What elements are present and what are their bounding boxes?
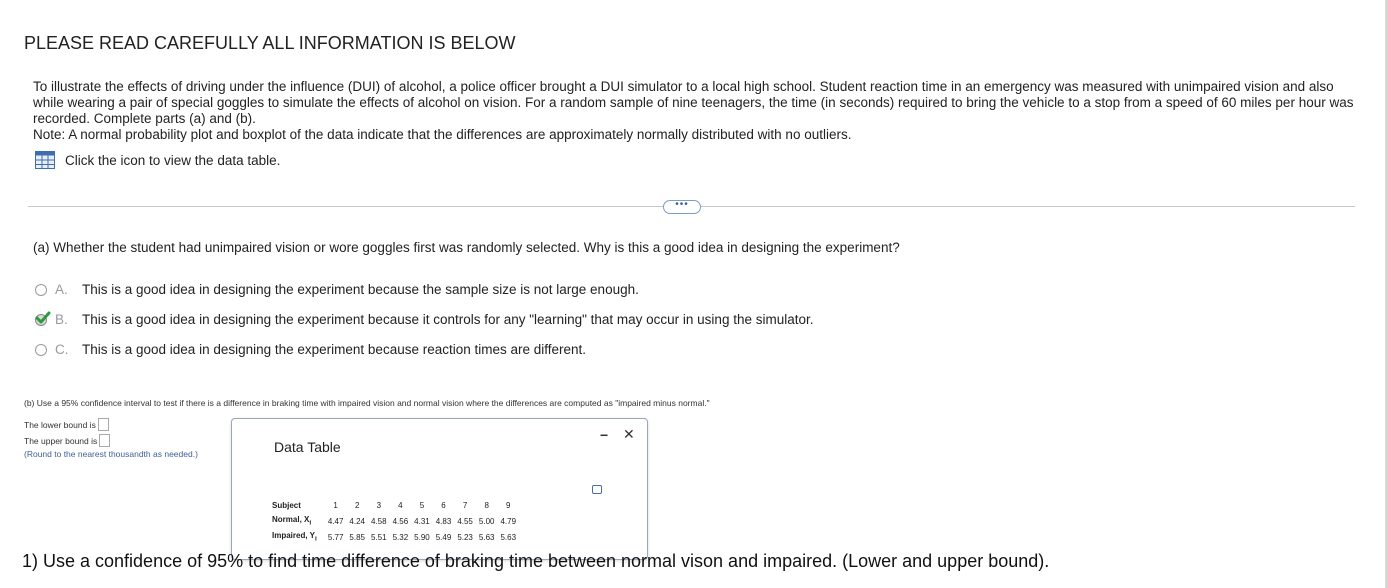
page-title: PLEASE READ CAREFULLY ALL INFORMATION IS BELOW <box>24 33 516 53</box>
impaired-header <box>270 529 325 545</box>
table-cell: 7 <box>462 500 468 510</box>
footer-question: 1) Use a confidence of 95% to find time difference of braking time between normal vison and impaired. (Lower and upper bound). <box>22 551 1050 571</box>
table-cell: 5.90 <box>414 532 430 542</box>
normal-header-label: Normal, X <box>272 515 310 525</box>
intro-paragraph: To illustrate the effects of driving under the influence (DUI) of alcohol, a police officer brought a DUI simulator to a local high school. Student reaction time in an emergency was measured with unimpaired vision and also while wearing a pair of special goggles to simulate the effects of alcohol on vision. For a random sample of nine teenagers, the time (in seconds) required to bring the vehicle to a stop from a speed of 60 miles per hour was recorded. Complete parts (a) and (b). <box>33 79 1354 126</box>
table-row <box>270 497 519 513</box>
option-c-text: This is a good idea in designing the experiment because reaction times are different. <box>82 342 587 357</box>
round-note: (Round to the nearest thousandth as needed.) <box>24 449 198 459</box>
table-cell: 4.47 <box>327 516 344 526</box>
normal-header <box>270 513 325 529</box>
more-button[interactable]: ••• <box>663 200 701 214</box>
table-row <box>270 529 519 545</box>
modal-title: Data Table <box>274 439 341 455</box>
close-icon[interactable]: ✕ <box>623 426 635 442</box>
option-b-letter: B. <box>55 312 68 327</box>
data-table-link[interactable] <box>35 151 280 169</box>
option-c-radio[interactable] <box>35 344 47 356</box>
table-cell: 5.85 <box>349 532 365 542</box>
table-cell: 5.77 <box>327 532 344 542</box>
table-cell: 5.63 <box>478 532 495 542</box>
option-a-radio[interactable] <box>35 284 47 296</box>
impaired-header-subscript: i <box>314 535 317 543</box>
copy-icon[interactable] <box>592 485 602 494</box>
table-row <box>270 513 519 529</box>
table-cell: 4.58 <box>371 516 387 526</box>
data-table <box>270 497 519 545</box>
table-cell: 4.55 <box>457 516 473 526</box>
upper-bound-row <box>24 434 110 447</box>
option-a-letter: A. <box>55 282 68 297</box>
option-b[interactable] <box>35 312 814 327</box>
data-table-modal <box>231 418 648 560</box>
table-cell: 4.31 <box>414 516 430 526</box>
part-b-question: (b) Use a 95% confidence interval to test if there is a difference in braking time with impaired vision and normal vision where the differences are computed as "impaired minus normal." <box>24 398 710 408</box>
option-c-letter: C. <box>55 342 69 357</box>
option-b-text: This is a good idea in designing the experiment because it controls for any "learning" that may occur in using the simulator. <box>82 312 814 327</box>
table-cell: 4 <box>398 500 403 510</box>
lower-bound-label: The lower bound is <box>24 419 96 430</box>
table-cell: 9 <box>506 500 511 510</box>
table-cell: 5.32 <box>392 532 409 542</box>
option-c[interactable] <box>35 342 586 357</box>
subject-header: Subject <box>272 500 301 510</box>
table-cell: 1 <box>333 500 338 510</box>
intro-text <box>33 79 1363 143</box>
upper-bound-input[interactable] <box>99 434 110 447</box>
option-b-radio[interactable] <box>35 314 47 326</box>
table-cell: 4.56 <box>392 516 409 526</box>
intro-note: Note: A normal probability plot and boxplot of the data indicate that the differences are approximately normally distributed with no outliers. <box>33 127 852 142</box>
lower-bound-input[interactable] <box>98 418 109 431</box>
upper-bound-label: The upper bound is <box>24 435 98 446</box>
table-cell: 5 <box>419 500 425 510</box>
table-cell: 5.51 <box>371 532 387 542</box>
table-cell: 2 <box>354 500 360 510</box>
impaired-header-label: Impaired, Y <box>272 531 315 541</box>
option-a-text: This is a good idea in designing the experiment because the sample size is not large enough. <box>82 282 639 297</box>
table-cell: 5.00 <box>478 516 495 526</box>
table-cell: 4.24 <box>349 516 365 526</box>
table-cell: 4.83 <box>435 516 452 526</box>
table-cell: 8 <box>484 500 489 510</box>
normal-header-subscript: i <box>309 519 312 527</box>
table-cell: 3 <box>376 500 382 510</box>
table-cell: 6 <box>441 500 446 510</box>
lower-bound-row <box>24 418 109 431</box>
table-cell: 4.79 <box>500 516 517 526</box>
table-cell: 5.63 <box>500 532 517 542</box>
data-table-icon[interactable] <box>35 151 55 169</box>
option-a[interactable] <box>35 282 639 297</box>
checkmark-icon <box>35 310 51 326</box>
table-cell: 5.49 <box>435 532 452 542</box>
part-a-question: (a) Whether the student had unimpaired vision or wore goggles first was randomly selected. Why is this a good idea in designing the experiment? <box>33 240 900 255</box>
data-table-link-label[interactable]: Click the icon to view the data table. <box>65 152 281 168</box>
minimize-icon[interactable]: − <box>600 427 609 443</box>
table-cell: 5.23 <box>457 532 473 542</box>
